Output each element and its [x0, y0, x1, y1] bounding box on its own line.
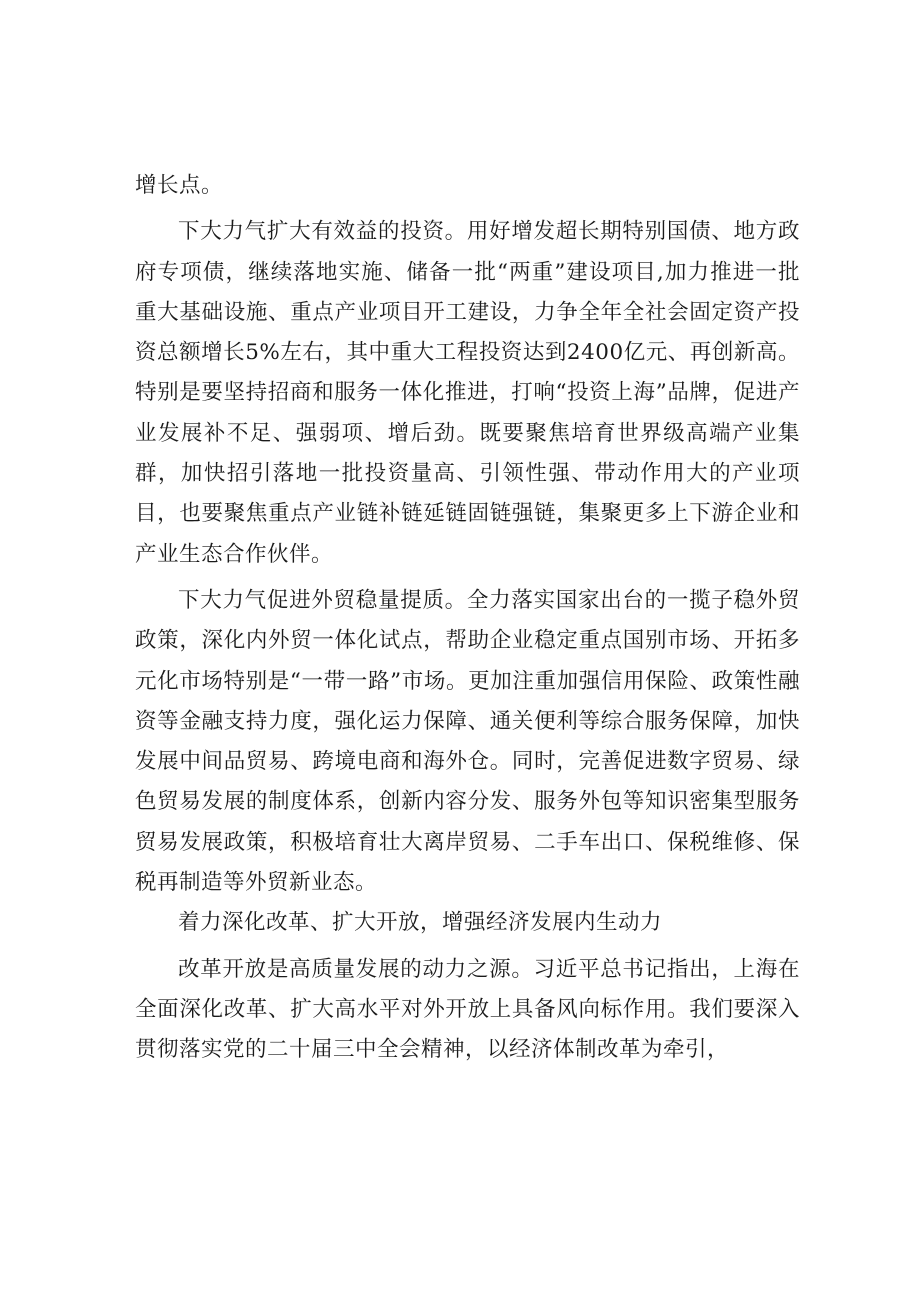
paragraph-continuation: 增长点。: [135, 173, 224, 198]
document-page: [135, 166, 800, 1071]
paragraph-investment: 下大力气扩大有效益的投资。用好增发超长期特别国债、地方政府专项债，继续落地实施、储备一批“两重”建设项目,加力推进一批重大基础设施、重点产业项目开工建设，力争全年全社会固定资产投资总额增长5%左右，其中重大工程投资达到2400亿元、再创新高。特别是要坚持招商和服务一体化推进，打响“投资上海”品牌，促进产业发展补不足、强弱项、增后劲。既要聚焦培育世界级高端产业集群，加快招引落地一批投资量高、引领性强、带动作用大的产业项目，也要聚焦重点产业链补链延链固链强链，集聚更多上下游企业和产业生态合作伙伴。: [135, 219, 800, 567]
section-heading: 着力深化改革、扩大开放，增强经济发展内生动力: [178, 910, 663, 936]
paragraph-reform: 改革开放是高质量发展的动力之源。习近平总书记指出，上海在全面深化改革、扩大高水平对外开放上具备风向标作用。我们要深入贯彻落实党的二十届三中全会精神，以经济体制改革为牵引，: [135, 956, 800, 1063]
paragraph-foreign-trade: 下大力气促进外贸稳量提质。全力落实国家出台的一揽子稳外贸政策，深化内外贸一体化试点，帮助企业稳定重点国别市场、开拓多元化市场特别是“一带一路”市场。更加注重加强信用保险、政策性融资等金融支持力度，强化运力保障、通关便利等综合服务保障，加快发展中间品贸易、跨境电商和海外仓。同时，完善促进数字贸易、绿色贸易发展的制度体系，创新内容分发、服务外包等知识密集型服务贸易发展政策，积极培育壮大离岸贸易、二手车出口、保税维修、保税再制造等外贸新业态。: [135, 587, 800, 896]
